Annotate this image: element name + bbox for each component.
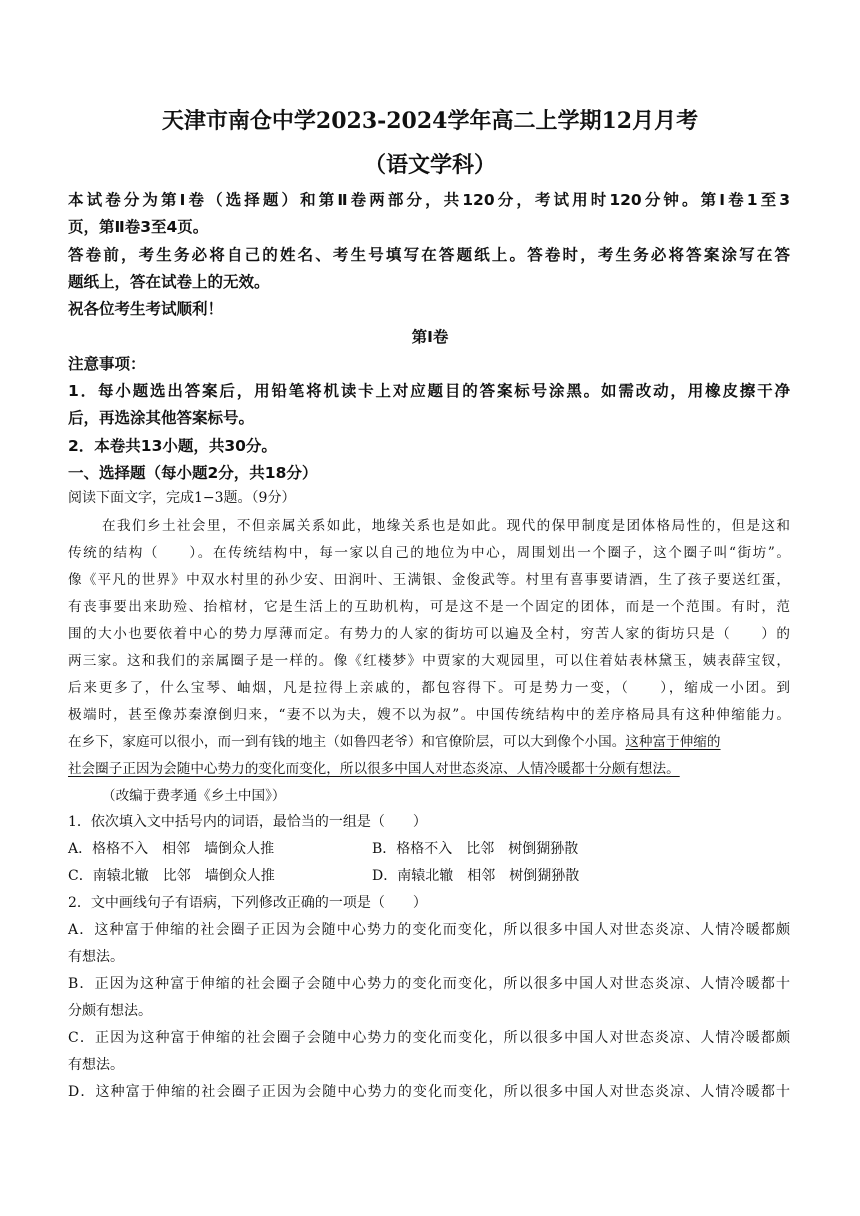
option-2b: B．正因为这种富于伸缩的社会圈子会随中心势力的变化而变化，所以很多中国人对世态炎凉、人情冷暖都十 <box>68 976 790 992</box>
option-1c: C．南辕北辙 比邻 墙倒众人推 <box>68 868 275 884</box>
passage-line: 两三家。这和我们的亲属圈子是一样的。像《红楼梦》中贾家的大观园里，可以住着姑表林黛玉，姨表薛宝钗， <box>68 653 790 669</box>
reading-instruction: 阅读下面文字，完成1−3题。（9分） <box>68 490 296 506</box>
intro-line: 本试卷分为第Ⅰ卷（选择题）和第Ⅱ卷两部分，共120分，考试用时120分钟。第Ⅰ卷1至3 <box>68 191 790 209</box>
option-2a: A．这种富于伸缩的社会圈子正因为会随中心势力的变化而变化，所以很多中国人对世态炎凉、人情冷暖都颇 <box>68 922 790 938</box>
note-item: 1．每小题选出答案后，用铅笔将机读卡上对应题目的答案标号涂黑。如需改动，用橡皮擦干净 <box>68 382 790 400</box>
intro-line: 祝各位考生考试顺利！ <box>68 300 224 318</box>
option-2b-cont: 分颇有想法。 <box>68 1003 152 1019</box>
question-2-stem: 2．文中画线句子有语病，下列修改正确的一项是（ ） <box>68 895 427 911</box>
note-item: 2．本卷共13小题，共30分。 <box>68 437 277 455</box>
part-heading: 一、选择题（每小题2分，共18分） <box>68 464 318 482</box>
option-1b: B．格格不入 比邻 树倒猢狲散 <box>372 841 579 857</box>
intro-line: 页，第Ⅱ卷3至4页。 <box>68 218 209 236</box>
intro-line: 答卷前，考生务必将自己的姓名、考生号填写在答题纸上。答卷时，考生务必将答案涂写在答 <box>68 246 790 264</box>
option-2c: C．正因为这种富于伸缩的社会圈子会随中心势力的变化而变化，所以很多中国人对世态炎凉、人情冷暖都颇 <box>68 1030 790 1046</box>
intro-line: 题纸上，答在试卷上的无效。 <box>68 273 270 291</box>
passage-source: （改编于费孝通《乡土中国》） <box>102 788 286 804</box>
passage-line <box>68 730 721 750</box>
section-title: 第Ⅰ卷 <box>411 328 449 346</box>
option-2a-cont: 有想法。 <box>68 949 124 965</box>
passage-line: 围的大小也要依着中心的势力厚薄而定。有势力的人家的街坊可以遍及全村，穷苦人家的街坊只是（ ）的 <box>68 626 790 642</box>
passage-line: 在我们乡土社会里，不但亲属关系如此，地缘关系也是如此。现代的保甲制度是团体格局性的，但是这和 <box>102 518 790 534</box>
underlined-sentence: 这种富于伸缩的 <box>625 734 721 750</box>
underlined-sentence: 社会圈子正因为会随中心势力的变化而变化，所以很多中国人对世态炎凉、人情冷暖都十分颇有想法。 <box>68 761 680 777</box>
notes-heading: 注意事项： <box>68 355 146 373</box>
exam-title: 天津市南仓中学2023-2024学年高二上学期12月月考 <box>161 108 699 134</box>
option-2d: D．这种富于伸缩的社会圈子正因为会随中心势力的变化而变化，所以很多中国人对世态炎凉、人情冷暖都十 <box>68 1084 790 1100</box>
exam-subject: （语文学科） <box>363 152 496 178</box>
passage-line: 极端时，甚至像苏秦潦倒归来，“妻不以为夫，嫂不以为叔”。中国传统结构中的差序格局具有这种伸缩能力。 <box>68 707 790 723</box>
note-item: 后，再选涂其他答案标号。 <box>68 409 255 427</box>
passage-line: 后来更多了，什么宝琴、岫烟，凡是拉得上亲戚的，都包容得下。可是势力一变，（ ），缩成一小团。到 <box>68 680 790 696</box>
question-1-stem: 1．依次填入文中括号内的词语，最恰当的一组是（ ） <box>68 814 427 830</box>
passage-line: 传统的结构（ ）。在传统结构中，每一家以自己的地位为中心，周围划出一个圈子，这个圈子叫“街坊”。 <box>68 545 790 561</box>
passage-line: 有丧事要出来助殓、抬棺材，它是生活上的互助机构，可是这不是一个固定的团体，而是一个范围。有时，范 <box>68 599 790 615</box>
option-1a: A．格格不入 相邻 墙倒众人推 <box>68 841 275 857</box>
option-1d: D．南辕北辙 相邻 树倒猢狲散 <box>372 868 580 884</box>
option-2c-cont: 有想法。 <box>68 1057 124 1073</box>
passage-text: 在乡下，家庭可以很小，而一到有钱的地主（如鲁四老爷）和官僚阶层，可以大到像个小国。 <box>68 734 626 750</box>
passage-line: 像《平凡的世界》中双水村里的孙少安、田润叶、王满银、金俊武等。村里有喜事要请酒，生了孩子要送红蛋， <box>68 572 790 588</box>
